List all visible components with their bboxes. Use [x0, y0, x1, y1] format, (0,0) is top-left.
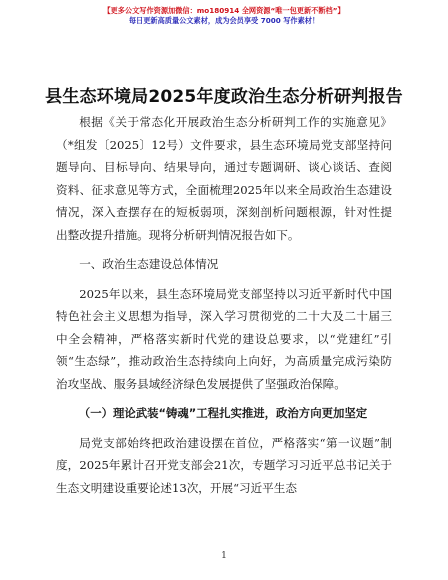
promo-banner-line2: 每日更新高质量公文素材，成为会员享受 7000 写作素材！	[128, 16, 320, 25]
document-body	[56, 111, 392, 499]
promo-banner	[0, 6, 448, 26]
document-title: 县生态环境局2025年度政治生态分析研判报告	[45, 87, 403, 107]
overview-paragraph: 2025年以来，县生态环境局党支部坚持以习近平新时代中国特色社会主义思想为指导，深入学习贯彻党的二十大及二十届三中全会精神，严格落实新时代党的建设总要求，以“党建红”引领“生态绿”，推动政治生态持续向上向好，为高质量完成污染防治攻坚战、服务县域经济绿色发展提供了坚强政治保障。	[56, 286, 392, 391]
subsection-heading: （一）理论武装“铸魂”工程扎实推进，政治方向更加坚定	[78, 406, 368, 420]
promo-banner-line1: 【更多公文写作资源加微信：mo180914 全网资源“唯一包更新不断档”】	[103, 6, 345, 15]
section-heading: 一、政治生态建设总体情况	[79, 257, 219, 271]
intro-paragraph: 根据《关于常态化开展政治生态分析研判工作的实施意见》（*组发〔2025〕12号）文件要求，县生态环境局党支部坚持问题导向、目标导向、结果导向，通过专题调研、谈心谈话、查阅资料、征求意见等方式，全面梳理2025年以来全局政治生态建设情况，深入查摆存在的短板弱项，深刻剖析问题根源，针对性提出整改提升措施。现将分析研判情况报告如下。	[56, 115, 392, 242]
subsection-paragraph: 局党支部始终把政治建设摆在首位，严格落实“第一议题”制度，2025年累计召开党支部会21次，专题学习习近平总书记关于生态文明建设重要论述13次，开展“习近平生态	[56, 435, 392, 495]
page-number: 1	[221, 551, 227, 561]
